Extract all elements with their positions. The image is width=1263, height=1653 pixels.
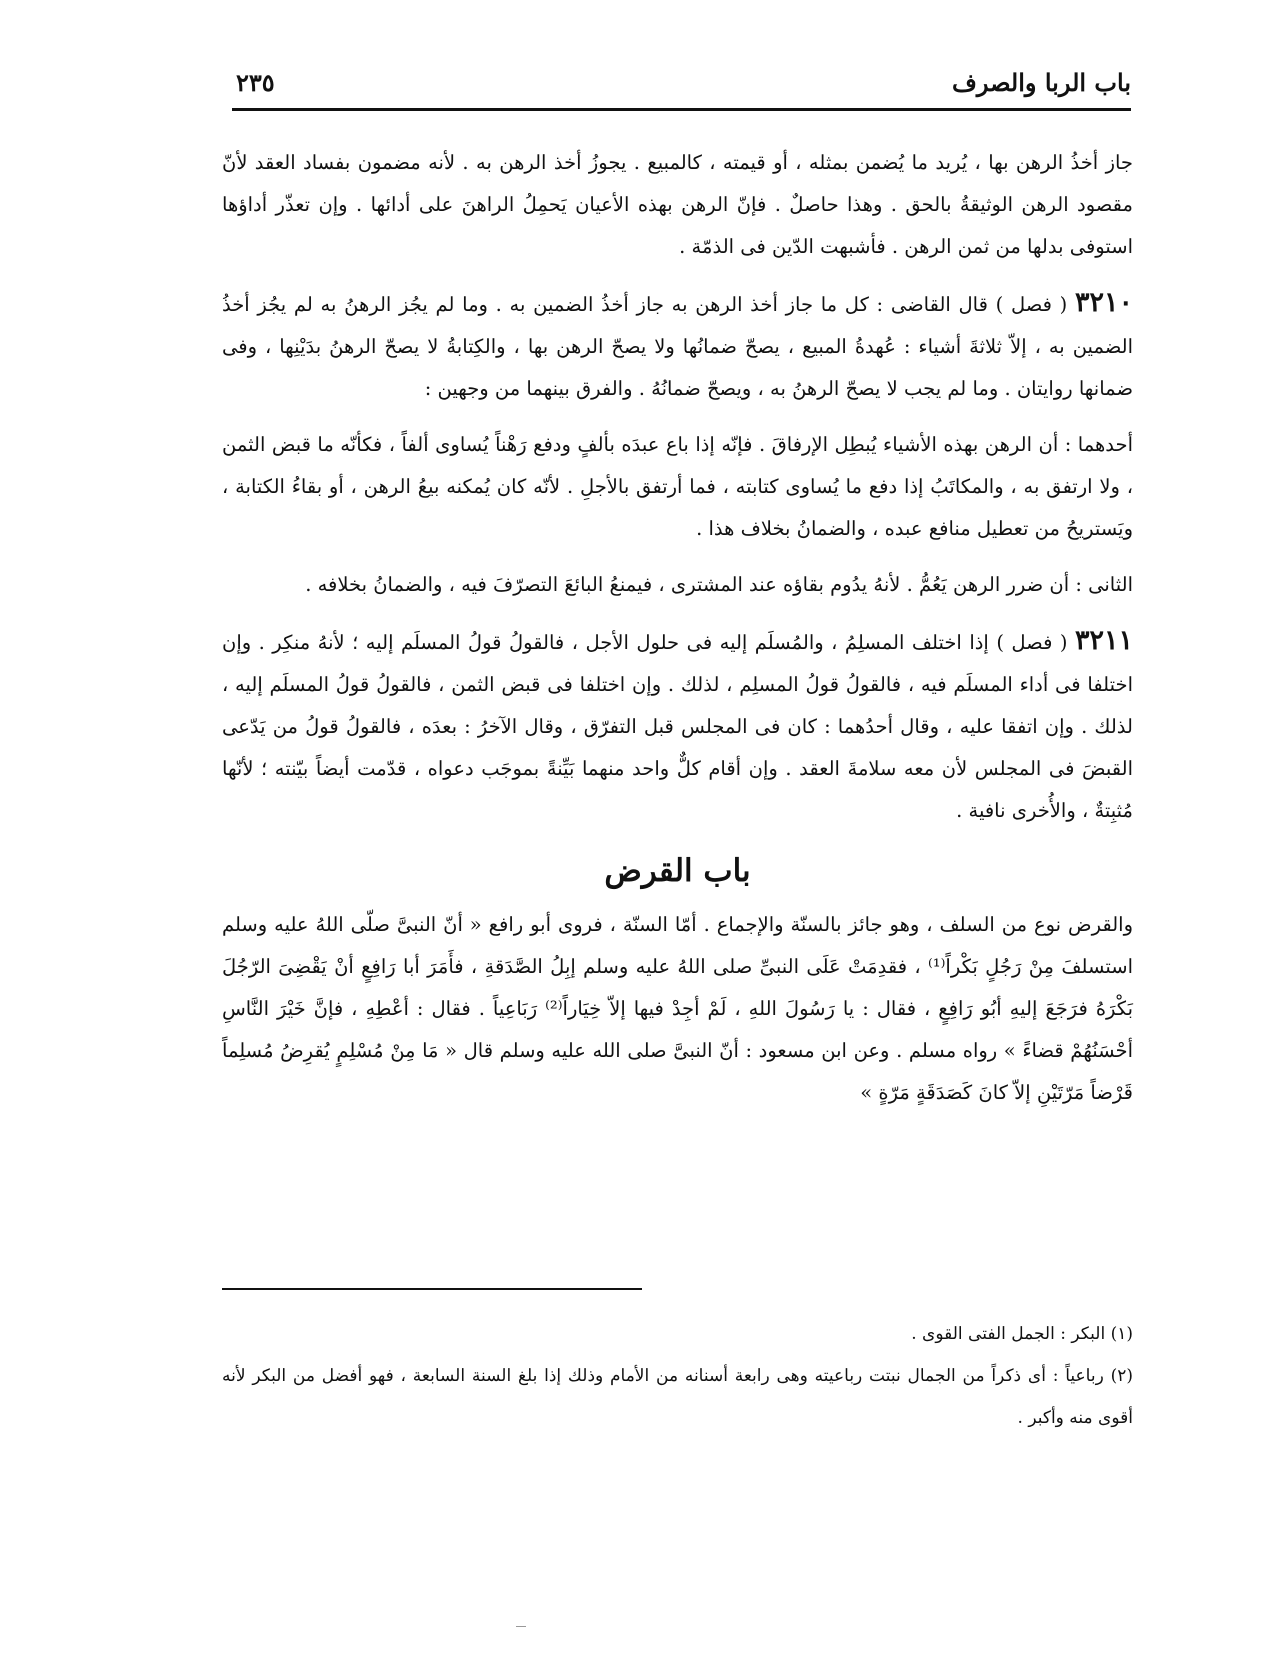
section-3211 bbox=[222, 620, 1133, 832]
section-text: ( فصل ) قال القاضى : كل ما جاز أخذ الرهن به جاز أخذُ الضمين به . وما لم يجُز الرهنُ به لم يجُز أخذُ الضمين به ، إلاّ ثلاثةَ أشياء : عُهدةُ المبيع ، يصحّ ضمانُها ولا يصحّ الرهن بها ، والكِتابةُ لا يصحّ الرهنُ بدَيْنِها ، وفى ضمانها روايتان . وما لم يجب لا يصحّ الرهنُ به ، ويصحّ ضمانُهُ . والفرق بينهما من وجهين : bbox=[222, 293, 1133, 400]
section-number: ٣٢١٠ bbox=[1075, 287, 1134, 318]
main-text bbox=[222, 142, 1133, 1114]
section-text: ( فصل ) إذا اختلف المسلِمُ ، والمُسلَم إليه فى حلول الأجل ، فالقولُ قولُ المسلَم إليه ؛ لأنهُ منكِر . وإن اختلفا فى أداء المسلَم فيه ، فالقولُ قولُ المسلِم ، لذلك . وإن اختلفا فى قبض الثمن ، فالقولُ قولُ المسلَم إليه ، لذلك . وإن اتفقا عليه ، وقال أحدُهما : كان فى المجلس قبل التفرّق ، وقال الآخرُ : بعدَه ، فالقولُ قولُ من يَدّعى القبضَ فى المجلس لأن معه سلامةَ العقد . وإن أقام كلٌّ واحد منهما بَيِّنةً بموجَب دعواه ، قدّمت أيضاً بيّنته ؛ لأنّها مُثبِتةٌ ، والأُخرى نافية . bbox=[222, 631, 1133, 822]
footnotes bbox=[222, 1313, 1133, 1439]
section-number: ٣٢١١ bbox=[1074, 625, 1133, 656]
paragraph-qard: والقرض نوع من السلف ، وهو جائز بالسنّة والإجماع . أمّا السنّة ، فروى أبو رافع « أنّ النبىَّ صلّى اللهُ عليه وسلم استسلفَ مِنْ رَجُلٍ بَكْراً⁽¹⁾ ، فقدِمَتْ عَلَى النبىِّ صلى اللهُ عليه وسلم إبِلُ الصَّدَقةِ ، فأَمَرَ أبا رَافِعٍ أنْ يَقْضِىَ الرّجُلَ بَكْرَهُ فرَجَعَ إليهِ أبُو رَافِعٍ ، فقال : يا رَسُولَ اللهِ ، لَمْ أجِدْ فيها إلاّ خِيَاراً⁽²⁾ رَبَاعِياً . فقال : أعْطِهِ ، فإنَّ خَيْرَ النَّاسِ أحْسَنُهُمْ قضاءً » رواه مسلم . وعن ابن مسعود : أنّ النبىَّ صلى الله عليه وسلم قال « مَا مِنْ مُسْلِمٍ يُقرِضُ مُسلِماً قَرْضاً مَرّتَيْنِ إلاّ كانَ كَصَدَقَةٍ مَرّةٍ » bbox=[222, 913, 1133, 1104]
footnote-1: (١) البكر : الجمل الفتى القوى . bbox=[911, 1324, 1133, 1344]
page-header bbox=[232, 64, 1131, 104]
paragraph-first-reason: أحدهما : أن الرهن بهذه الأشياء يُبطِل الإرفاقَ . فإنّه إذا باع عبدَه بألفٍ ودفع رَهْناً يُساوى ألفاً ، فكأنّه ما قبض الثمن ، ولا ارتفق به ، والمكاتَبُ إذا دفع ما يُساوى كتابته ، فما أرتفق بالأجلِ . لأنّه كان يُمكنه بيعُ الرهن ، أو بقاءُ الكتابة ، ويَستريحُ من تعطيل منافع عبده ، والضمانُ بخلاف هذا . bbox=[222, 433, 1133, 540]
chapter-title: باب القرض bbox=[604, 853, 751, 889]
paragraph-continuation: جاز أخذُ الرهن بها ، يُريد ما يُضمن بمثله ، أو قيمته ، كالمبيع . يجوزُ أخذ الرهن به . لأنه مضمون بفساد العقد لأنّ مقصود الرهن الوثيقةُ بالحق . وهذا حاصلٌ . فإنّ الرهن بهذه الأعيان يَحمِلُ الراهنَ على أدائها . وإن تعذّر أداؤها استوفى بدلها من ثمن الرهن . فأشبهت الدّين فى الذمّة . bbox=[222, 151, 1133, 258]
scan-mark bbox=[516, 1626, 526, 1627]
footnote-2: (٢) رباعياً : أى ذكراً من الجمال نبتت رباعيته وهى رابعة أسنانه من الأمام وذلك إذا بلغ السنة السابعة ، فهو أفضل من البكر لأنه أقوى منه وأكبر . bbox=[222, 1366, 1133, 1428]
paragraph-second-reason: الثانى : أن ضرر الرهن يَعُمُّ . لأنهُ يدُوم بقاؤه عند المشترى ، فيمنعُ البائعَ التصرّفَ فيه ، والضمانُ بخلافه . bbox=[305, 573, 1133, 596]
section-3210 bbox=[222, 282, 1133, 410]
footnote-rule bbox=[222, 1288, 642, 1290]
page-number: ٢٣٥ bbox=[236, 68, 275, 97]
running-title: باب الربا والصرف bbox=[951, 68, 1131, 97]
header-rule bbox=[232, 108, 1131, 111]
